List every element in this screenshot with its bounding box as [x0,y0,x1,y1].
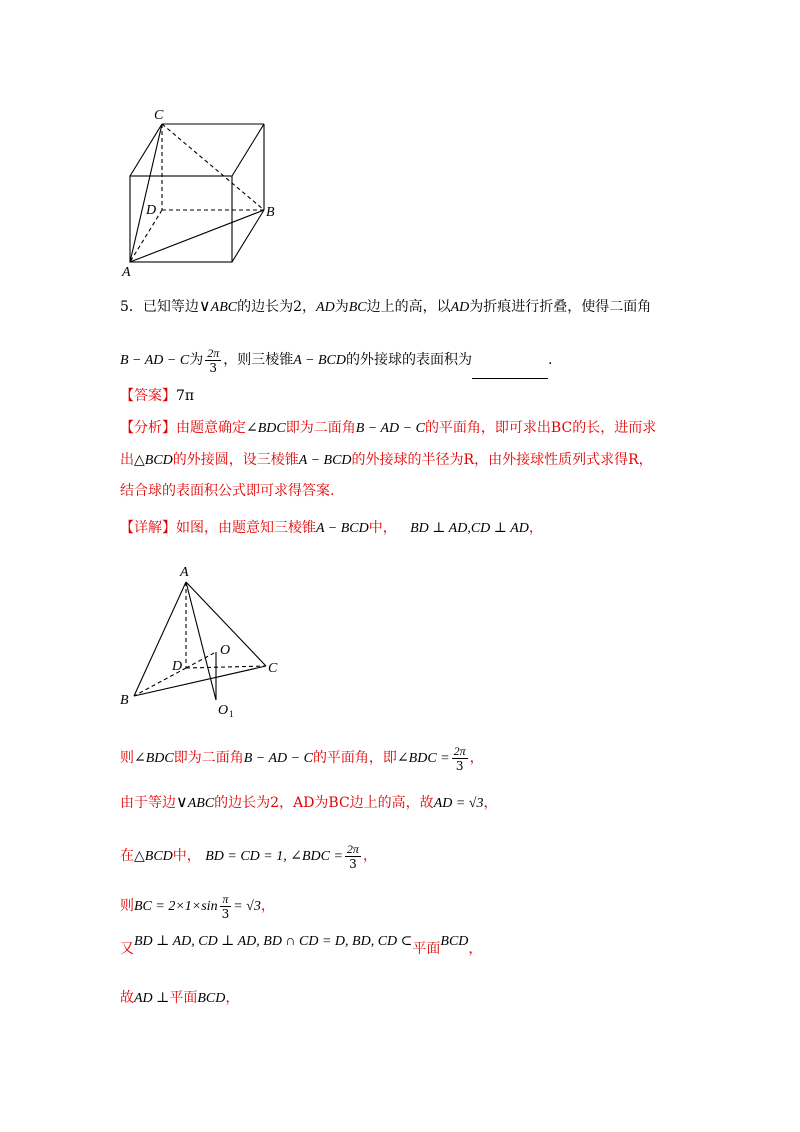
step-5: 又BD ⊥ AD, CD ⊥ AD, BD ∩ CD = D, BD, CD ⊂平面BCD， [120,934,483,957]
answer-blank [472,364,548,379]
label-d: D [146,203,157,218]
label-o1: O [218,703,229,718]
analysis-line-1: 【分析】由题意确定∠BDC即为二面角B − AD − C的平面角，即可求出BC的长，进而求 [120,420,657,436]
tetrahedron-figure [118,560,288,720]
step-2: 由于等边∨ABC的边长为2，AD为BC边上的高，故AD = √3， [120,792,498,811]
question-line-1: 5．已知等边∨ABC的边长为2，AD为BC边上的高，以AD为折痕进行折叠，使得二面角 [120,296,652,315]
step-4: 则BC = 2×1×sin $\frac{\pi}{3}$ = √3， [120,891,275,921]
answer-line: 【答案】7π [120,388,195,404]
cube-figure [118,100,288,280]
analysis-line-2: 出△BCD的外接圆，设三棱锥A − BCD的外接球的半径为R，由外接球性质列式求得R， [120,452,653,468]
label-d2: D [172,659,183,674]
label-c: C [154,108,164,123]
step-3: 在△BCD中， BD = CD = 1, ∠BDC = $\frac{2\pi}{3}$ ， [120,841,377,871]
label-c2: C [268,661,278,676]
step-6: 故AD ⊥平面BCD， [120,990,240,1006]
step-1: 则∠BDC即为二面角B − AD − C的平面角，即∠BDC = $\frac{2\pi}{3}$ ， [120,743,484,773]
label-o: O [220,643,231,658]
label-o1-sub: 1 [229,709,234,719]
label-b2: B [120,693,129,708]
analysis-line-3: 结合球的表面积公式即可求得答案. [120,483,335,499]
label-b: B [266,205,275,220]
detail-line: 【详解】如图，由题意知三棱锥A − BCD中， BD ⊥ AD,CD ⊥ AD， [120,520,543,536]
question-line-2: B − AD − C为 $\frac{2\pi}{3}$ ，则三棱锥A − BCD的外接球的表面积为 . [120,342,552,379]
label-a2: A [180,565,189,580]
label-a: A [122,265,131,280]
